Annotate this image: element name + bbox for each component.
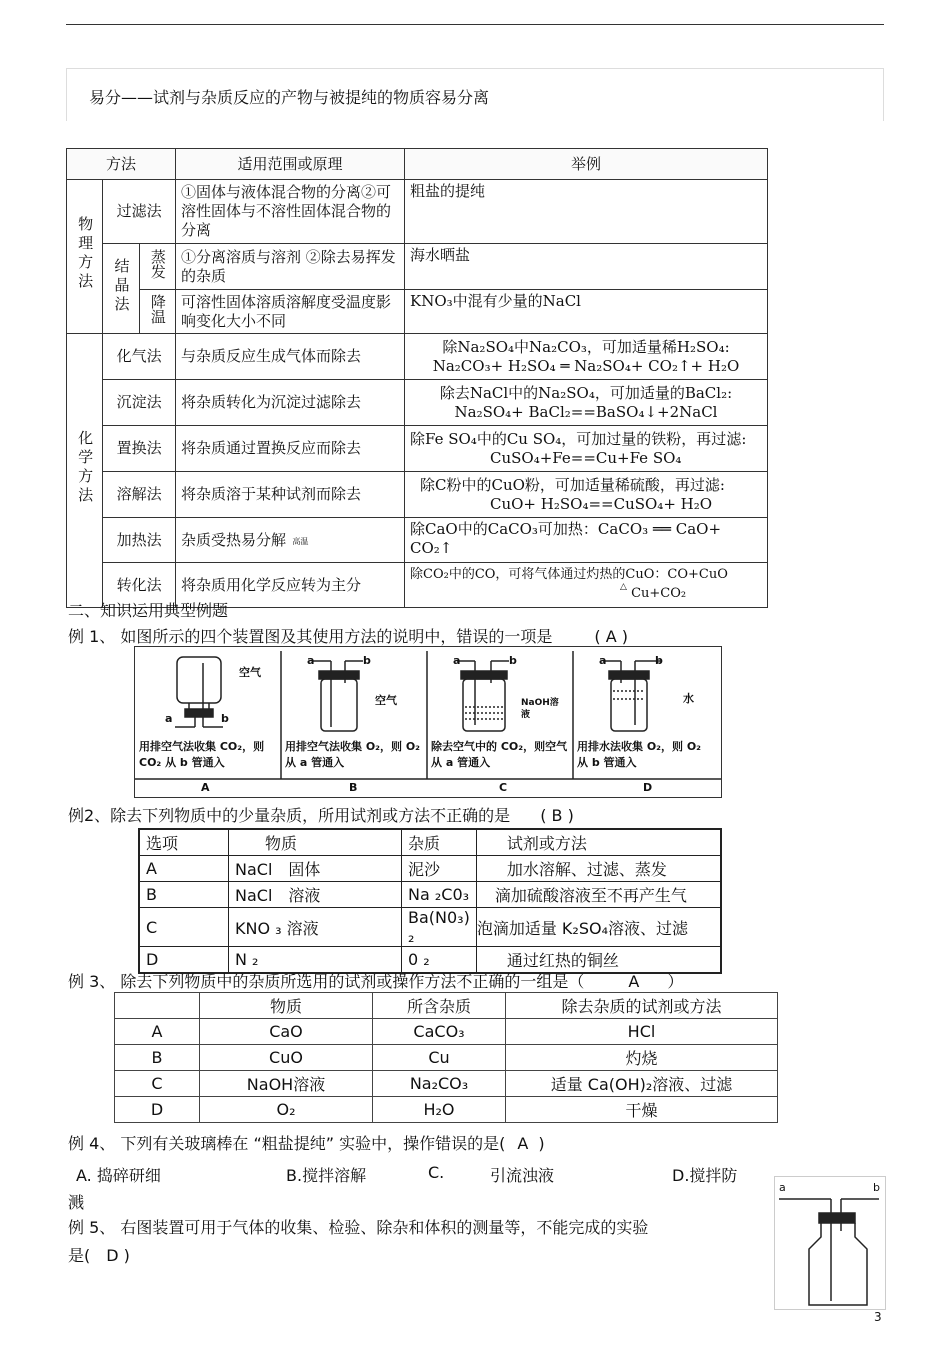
tube-label: a [599,654,607,667]
ex5-line2: 是( D ) [68,1246,130,1265]
panel-d-gas: 水 [683,692,694,705]
tube-label: a [453,654,461,667]
tube-label: b [873,1181,880,1194]
method-principle: 与杂质反应生成气体而除去 [176,334,405,380]
method-name: 溶解法 [103,472,176,518]
ex2-table [138,828,722,974]
method-name: 沉淀法 [103,380,176,426]
panel-letter: D [643,781,653,794]
table-row: D O₂ H₂O 干燥 [115,1097,778,1123]
panel-caption: 用排空气法收集 O₂，则 O₂ 从 a 管通入 [285,740,420,769]
ex4-question: 例 4、 下列有关玻璃棒在 “粗盐提纯” 实验中，操作错误的是( A ) [68,1134,545,1153]
panel-letter: C [499,781,508,794]
method-name: 加热法 [103,518,176,563]
table-row: B NaCl 溶液 Na ₂C0₃ 滴加硫酸溶液至不再产生气 [139,882,721,908]
table-header-row [67,149,768,180]
method-principle: ①分离溶质与溶剂 ②除去易挥发的杂质 [176,244,405,290]
table-row [67,180,768,244]
ex4-option: D.搅拌防 [672,1166,738,1185]
crystal-label: 结晶法 [103,244,139,334]
table-row: C NaOH溶液 Na₂CO₃ 适量 Ca(OH)₂溶液、过滤 [115,1071,778,1097]
th-method: 方法 [67,149,176,180]
table-row [67,334,768,380]
method-principle: 将杂质转化为沉淀过滤除去 [176,380,405,426]
method-principle: 将杂质用化学反应转为主分 [176,563,405,608]
method-principle: 可溶性固体溶质溶解度受温度影响变化大小不同 [176,290,405,334]
panel-letter: B [349,781,358,794]
tube-label: b [509,654,517,667]
panel-caption: 除去空气中的 CO₂，则空气从 a 管通入 [431,740,568,769]
tube-label: b [221,712,229,725]
ex5-figure [774,1176,886,1310]
method-example: 除Na₂SO₄中Na₂CO₃，可加适量稀H₂SO₄: Na₂CO₃+ H₂SO₄ ═ Na₂SO₄+ CO₂↑+ H₂O [405,334,768,380]
table-row [67,426,768,472]
ex4-option: 引流浊液 [490,1166,555,1185]
panel-a-gas: 空气 [239,666,261,679]
table-row [67,244,768,290]
method-example: 除CO₂中的CO，可将气体通过灼热的CuO：CO+CuO △ Cu+CO₂ [405,563,768,608]
method-name: 降温 [139,290,175,334]
method-name: 转化法 [103,563,176,608]
method-name: 蒸发 [139,244,175,290]
table-row: C KNO ₃ 溶液 Ba(N0₃) ₂ 泡滴加适量 K₂SO₄溶液、过滤 [139,908,721,947]
ex4-option: B.搅拌溶解 [286,1166,367,1185]
ex3-question: 例 3、 除去下列物质中的杂质所选用的试剂或操作方法不正确的一组是（ A ） [68,972,684,991]
panel-c-gas: NaOH溶液 [521,698,559,720]
section-title: 二、知识运用典型例题 [68,601,229,620]
panel-caption: 用排水法收集 O₂，则 O₂ 从 b 管通入 [577,740,701,769]
method-name: 置换法 [103,426,176,472]
method-example: 除CaO中的CaCO₃可加热：CaCO₃ ══ CaO+ CO₂↑$^{高温}$ [405,518,768,563]
table-row: A NaCl 固体 泥沙 加水溶解、过滤、蒸发 [139,856,721,882]
method-name: 过滤法 [103,180,176,244]
table-row [67,290,768,334]
table-row: A CaO CaCO₃ HCl [115,1019,778,1045]
physical-label: 物理方法 [67,180,103,334]
header-box [66,68,884,121]
page-number: 3 [874,1310,882,1324]
table-row [67,380,768,426]
method-example: 除Fe SO₄中的Cu SO₄，可加过量的铁粉，再过滤: CuSO₄+Fe==Cu+Fe SO₄ [405,426,768,472]
ex5-line1: 例 5、 右图装置可用于气体的收集、检验、除杂和体积的测量等，不能完成的实验 [68,1218,649,1237]
method-name: 化气法 [103,334,176,380]
ex4-wrap: 溅 [68,1193,85,1212]
gas-bottle-drawing [775,1177,885,1309]
tube-label: b [363,654,371,667]
panel-caption: 用排空气法收集 CO₂，则 CO₂ 从 b 管通入 [139,740,265,769]
table-header-row: 选项 物质 杂质 试剂或方法 [139,829,721,856]
table-row: B CuO Cu 灼烧 [115,1045,778,1071]
ex4-option: A. 捣碎研细 [76,1166,161,1185]
method-example: 除C粉中的CuO粉，可加适量稀硫酸，再过滤: CuO+ H₂SO₄==CuSO₄+ H₂O [405,472,768,518]
table-header-row: 物质 所含杂质 除去杂质的试剂或方法 [115,993,778,1019]
ex1-question: 例 1、 如图所示的四个装置图及其使用方法的说明中，错误的一项是 ( A ) [68,627,628,646]
ex1-figure [134,646,722,798]
method-principle: ①固体与液体混合物的分离②可溶性固体与不溶性固体混合物的分离 [176,180,405,244]
tube-label: a [165,712,173,725]
chemical-label: 化学方法 [67,334,103,608]
method-principle: 将杂质溶于某种试剂而除去 [176,472,405,518]
method-example: 除去NaCl中的Na₂SO₄，可加适量的BaCl₂: Na₂SO₄+ BaCl₂==BaSO₄↓+2NaCl [405,380,768,426]
table-row [67,472,768,518]
ex2-question: 例2、除去下列物质中的少量杂质，所用试剂或方法不正确的是 ( B ) [68,806,574,825]
method-example: 粗盐的提纯 [405,180,768,244]
top-rule [66,24,884,25]
method-example: KNO₃中混有少量的NaCl [405,290,768,334]
panel-b-gas: 空气 [375,694,397,707]
ex4-option: C. [428,1163,445,1182]
method-example: 海水晒盐 [405,244,768,290]
table-row [67,518,768,563]
th-example: 举例 [405,149,768,180]
tube-label: a [307,654,315,667]
method-principle: 杂质受热易分解 [176,518,405,563]
tube-label: b [655,654,663,667]
panel-letter: A [201,781,210,794]
table-row: D N ₂ 0 ₂ 通过红热的铜丝 [139,947,721,974]
tube-label: a [779,1181,786,1194]
ex3-table [114,992,778,1123]
methods-table [66,148,768,608]
header-text: 易分——试剂与杂质反应的产物与被提纯的物质容易分离 [89,88,490,107]
method-principle: 将杂质通过置换反应而除去 [176,426,405,472]
th-principle: 适用范围或原理 [176,149,405,180]
